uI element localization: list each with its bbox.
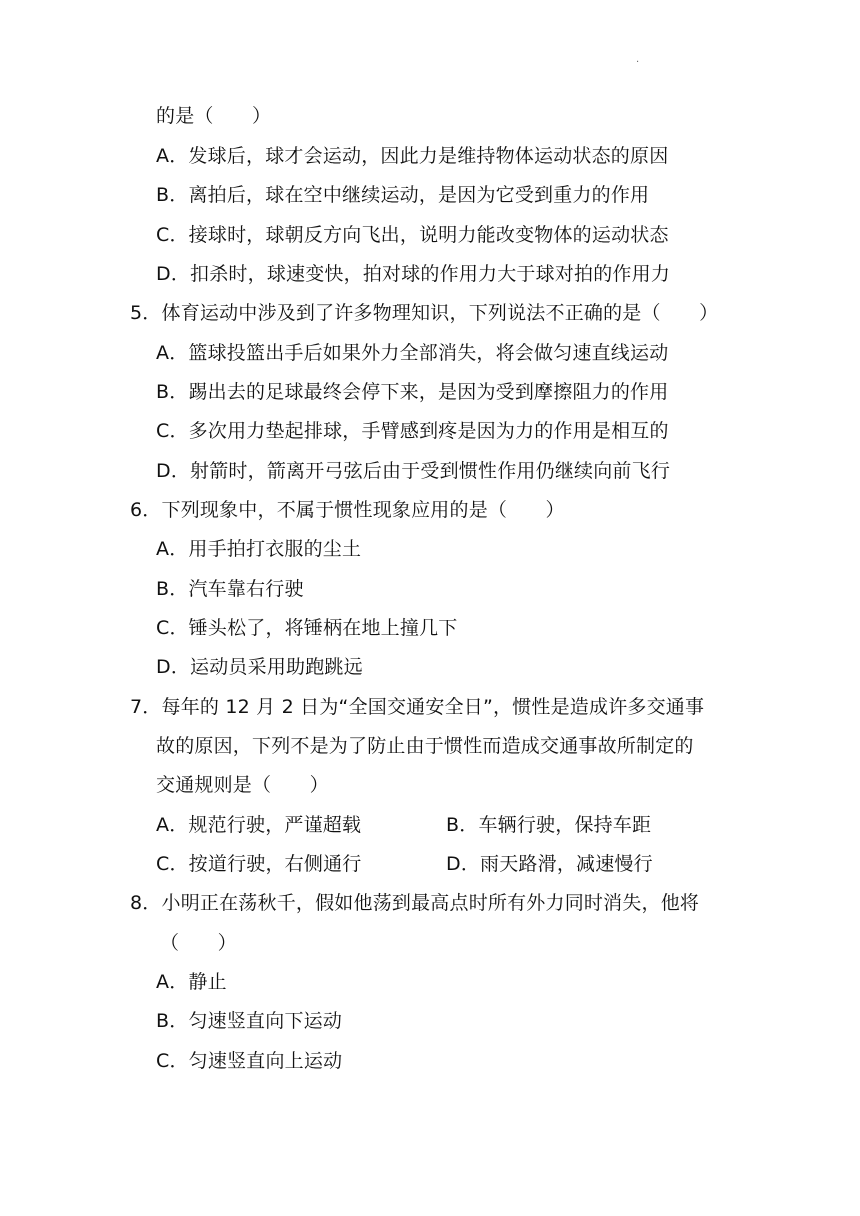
option-text: 多次用力垫起排球，手臂感到疼是因为力的作用是相互的 (188, 420, 669, 442)
question-8-stem-line-2: （ ） (160, 932, 237, 954)
question-8-option-a (156, 970, 227, 994)
option-text: 发球后，球才会运动，因此力是维持物体运动状态的原因 (188, 145, 669, 167)
question-text: 下列现象中，不属于惯性现象应用的是（ ） (161, 499, 565, 521)
option-text: 匀速竖直向下运动 (188, 1010, 343, 1032)
option-text: 按道行驶，右侧通行 (188, 853, 362, 875)
question-4-stem-end: 的是（ ） (156, 105, 272, 127)
option-text: 用手拍打衣服的尘土 (188, 538, 362, 560)
question-4-option-b (156, 183, 649, 207)
option-letter: A． (156, 814, 189, 836)
option-text: 锤头松了，将锤柄在地上撞几下 (188, 617, 458, 639)
option-letter: D． (156, 263, 191, 285)
option-text: 匀速竖直向上运动 (188, 1050, 343, 1072)
question-8-stem-line-1 (130, 891, 699, 915)
question-7-stem-line-3: 交通规则是（ ） (156, 774, 329, 796)
question-8-option-c (156, 1049, 342, 1073)
option-text: 接球时，球朝反方向飞出，说明力能改变物体的运动状态 (188, 224, 669, 246)
question-7-option-c (156, 853, 361, 875)
option-text: 运动员采用助跑跳远 (190, 656, 363, 678)
question-5-option-c (156, 419, 669, 443)
option-letter: B． (446, 814, 479, 836)
question-7-stem-line-1 (130, 695, 704, 719)
option-text: 规范行驶，严谨超载 (188, 814, 362, 836)
question-4-option-c (156, 223, 669, 247)
option-text: 车辆行驶，保持车距 (478, 814, 652, 836)
option-letter: A． (156, 145, 189, 167)
question-7-option-a (156, 814, 361, 836)
question-6-option-a (156, 537, 361, 561)
option-letter: A． (156, 342, 189, 364)
option-letter: D． (156, 460, 191, 482)
option-letter: A． (156, 971, 189, 993)
option-letter: C． (156, 617, 189, 639)
question-text: 小明正在荡秋千，假如他荡到最高点时所有外力同时消失，他将 (161, 892, 700, 914)
option-letter: C． (156, 1050, 189, 1072)
option-letter: B． (156, 578, 189, 600)
page-mark: . (636, 54, 640, 65)
question-6-stem (130, 498, 565, 522)
question-7-stem-line-2: 故的原因，下列不是为了防止由于惯性而造成交通事故所制定的 (156, 735, 694, 757)
option-letter: D． (156, 656, 191, 678)
question-number: 5． (130, 302, 162, 324)
question-8-option-b (156, 1009, 342, 1033)
option-text: 射箭时，箭离开弓弦后由于受到惯性作用仍继续向前飞行 (190, 460, 671, 482)
question-6-option-c (156, 616, 457, 640)
option-letter: A． (156, 538, 189, 560)
option-text: 雨天路滑，减速慢行 (480, 853, 653, 875)
option-letter: B． (156, 184, 189, 206)
option-letter: B． (156, 1010, 189, 1032)
option-text: 篮球投篮出手后如果外力全部消失，将会做匀速直线运动 (188, 342, 669, 364)
option-letter: C． (156, 420, 189, 442)
question-4-option-d (156, 262, 670, 286)
question-5-stem (130, 301, 718, 325)
question-4-option-a (156, 144, 668, 168)
question-number: 8． (130, 892, 162, 914)
question-7-options-row-2 (156, 852, 736, 876)
option-letter: C． (156, 224, 189, 246)
question-7-option-b (446, 813, 651, 837)
option-text: 离拍后，球在空中继续运动，是因为它受到重力的作用 (188, 184, 650, 206)
question-7-options-row-1 (156, 813, 736, 837)
option-text: 踢出去的足球最终会停下来，是因为受到摩擦阻力的作用 (188, 381, 669, 403)
option-letter: D． (446, 853, 481, 875)
option-text: 静止 (188, 971, 227, 993)
question-7-option-d (446, 852, 653, 876)
question-5-option-b (156, 380, 668, 404)
question-5-option-a (156, 341, 668, 365)
question-5-option-d (156, 459, 670, 483)
question-text: 体育运动中涉及到了许多物理知识，下列说法不正确的是（ ） (161, 302, 719, 324)
option-letter: B． (156, 381, 189, 403)
question-6-option-b (156, 577, 304, 601)
question-number: 6． (130, 499, 162, 521)
question-6-option-d (156, 655, 363, 679)
question-text: 每年的 12 月 2 日为“全国交通安全日”，惯性是造成许多交通事 (161, 696, 705, 718)
option-text: 扣杀时，球速变快，拍对球的作用力大于球对拍的作用力 (190, 263, 671, 285)
option-text: 汽车靠右行驶 (188, 578, 304, 600)
question-number: 7． (130, 696, 162, 718)
option-letter: C． (156, 853, 189, 875)
